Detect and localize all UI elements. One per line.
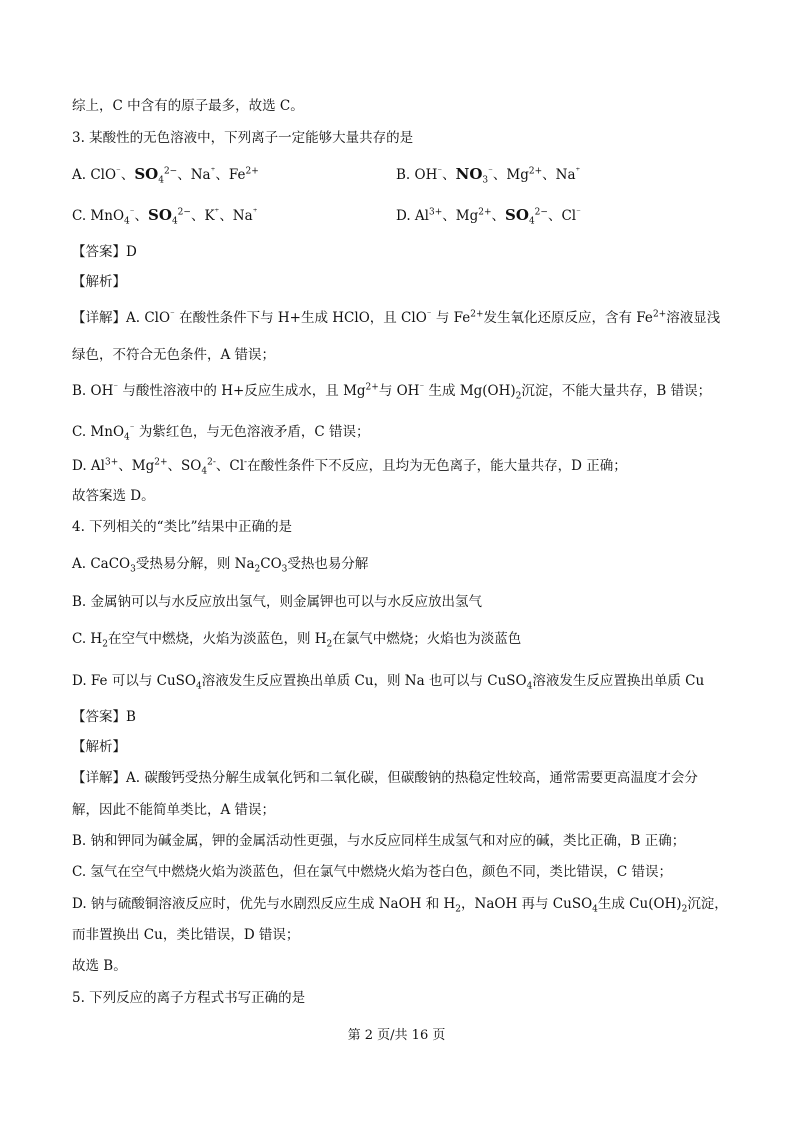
detail-4-line-7: 故选 B。 [72, 958, 127, 974]
detail-3-line-4: C. MnO$_4$⁻ 为紫红色，与无色溶液矛盾，C 错误； [72, 423, 370, 443]
option-3a: A. ClO⁻、$SO_4^{2-}$、Na⁺、$Fe^{2+}$ [72, 165, 259, 186]
detail-4-line-1: 【详解】A. 碳酸钙受热分解生成氧化钙和二氧化碳，但碳酸钠的热稳定性较高，通常需要更高温度才会分 [72, 770, 698, 786]
detail-4-line-2: 解，因此不能简单类比，A 错误； [72, 802, 276, 818]
detail-4-line-5: D. 钠与硫酸铜溶液反应时，优先与水剧烈反应生成 NaOH 和 $H_2$，NaOH 再与 CuSO$_4$生成 $Cu(OH)_2$沉淀， [72, 896, 728, 915]
question-5: 5. 下列反应的离子方程式书写正确的是 [72, 990, 306, 1006]
detail-4-line-4: C. 氢气在空气中燃烧火焰为淡蓝色，但在氯气中燃烧火焰为苍白色，颜色不同，类比错误，C 错误； [72, 864, 673, 880]
detail-3-line-2: 绿色，不符合无色条件，A 错误； [72, 347, 276, 363]
detail-3-line-1: 【详解】A. ClO⁻ 在酸性条件下与 H+生成 HClO，且 ClO⁻ 与 $Fe^{2+}$发生氧化还原反应，含有 $Fe^{2+}$溶液显浅 [72, 309, 721, 326]
detail-3-line-3: B. OH⁻ 与酸性溶液中的 H+反应生成水，且 $Mg^{2+}$与 OH⁻ 生成 $Mg(OH)_2$沉淀，不能大量共存，B 错误； [72, 382, 712, 402]
option-4b: B. 金属钠可以与水反应放出氢气，则金属钾也可以与水反应放出氢气 [72, 594, 483, 610]
option-3b: B. OH⁻、$NO_3^{^-}$、$Mg^{2+}$、Na⁺ [396, 165, 581, 186]
text-line: 综上，C 中含有的原子最多，故选 C。 [72, 98, 304, 114]
option-3c: C. MnO$_4$⁻、$SO_4^{2-}$、K⁺、Na⁺ [72, 206, 258, 227]
detail-3-line-6: 故答案选 D。 [72, 488, 155, 504]
question-4: 4. 下列相关的“类比”结果中正确的是 [72, 519, 292, 535]
detail-3-line-5: D. $Al^{3+}$、$Mg^{2+}$、$SO_4^{2-}$、Cl-在酸性条件下不反应，且均为无色离子，能大量共存，D 正确； [72, 457, 627, 477]
answer-3: 【答案】D [72, 244, 137, 260]
option-4a: A. CaCO$_3$受热易分解，则 $Na_2CO_3$受热也易分解 [72, 556, 369, 575]
question-3: 3. 某酸性的无色溶液中，下列离子一定能够大量共存的是 [72, 130, 414, 146]
detail-4-line-3: B. 钠和钾同为碱金属，钾的金属活动性更强，与水反应同样生成氢气和对应的碱，类比正确，B 正确； [72, 833, 686, 849]
option-4c: C. $H_2$在空气中燃烧，火焰为淡蓝色，则 $H_2$在氯气中燃烧；火焰也为淡蓝色 [72, 631, 522, 650]
page-footer: 第 2 页/共 16 页 [347, 1028, 446, 1043]
option-4d: D. Fe 可以与 CuSO$_4$溶液发生反应置换出单质 Cu，则 Na 也可以与 CuSO$_4$溶液发生反应置换出单质 Cu [72, 673, 705, 692]
detail-4-line-6: 而非置换出 Cu，类比错误，D 错误； [72, 927, 300, 943]
answer-4: 【答案】B [72, 709, 136, 725]
analysis-4-label: 【解析】 [72, 739, 126, 755]
analysis-3-label: 【解析】 [72, 274, 126, 290]
option-3d: D. $Al^{3+}$、$Mg^{2+}$、$SO_4^{2-}$、Cl⁻ [396, 206, 581, 227]
